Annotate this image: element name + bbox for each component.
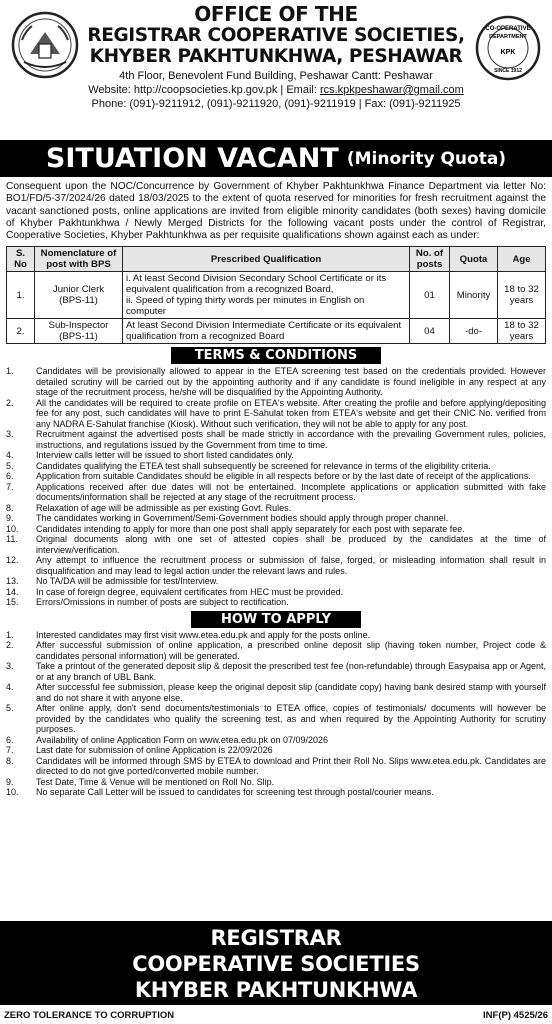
list-item [6,450,546,461]
item-text: Candidates will be informed through SMS by ETEA to download and Print their Roll No. Slips www.etea.edu.pk. Candidates are directed to do not give ported/converted mobile number. [36,755,546,777]
item-number: 10. [6,523,19,534]
list-item [6,461,546,472]
col-quota: Quota [450,247,498,272]
item-text: Candidates intending to apply for more than one post shall apply separately for each post with separate fee. [36,523,465,534]
row-posts: 04 [410,319,450,344]
item-text: Relaxation of age will be admissible as per existing Govt. Rules. [36,502,292,513]
item-text: Candidates qualifying the ETEA test shall subsequently be screened for relevance in terms of the eligibility criteria. [36,460,491,471]
list-item [6,534,546,555]
post-name: Sub-Inspector [48,320,109,332]
footer-line3: KHYBER PAKHTUNKHWA [134,978,418,1002]
list-item [6,682,546,703]
item-text: After successful fee submission, please keep the original deposit slip (candidate copy) having bank desired stamp with yourself and do not share it with anyone else. [36,682,546,703]
item-text: After online apply, don't send documents/testimonials to ETEA office, copies of testimonials/ documents will however be provided by the candidates who qualify the screening test, as and when required by the Appointing Authority for scrutiny purposes. [36,703,546,735]
item-number: 5. [6,460,14,471]
col-posts: No. of posts [410,247,450,272]
list-item [6,513,546,524]
website-link[interactable]: Website: http://coopsocieties.kp.gov.pk [88,84,278,96]
post-bps: (BPS-11) [59,331,98,343]
list-item [6,703,546,735]
item-number: 10. [6,787,19,798]
item-text: Interested candidates may first visit www.etea.edu.pk and apply for the posts online. [36,629,371,640]
item-text: After successful submission of online application, a prescribed online deposit slip (having token number, Project code & candidates personal information) will be generated. [36,640,546,661]
item-number: 3. [6,429,14,440]
row-age: 18 to 32 years [498,319,546,344]
bottom-strip [0,1006,552,1024]
list-item [6,471,546,482]
item-number: 1. [6,629,14,640]
banner-sub-text: (Minority Quota) [346,148,507,169]
item-number: 9. [6,776,14,787]
footer-line2: COOPERATIVE SOCIETIES [132,952,420,976]
item-number: 3. [6,661,14,672]
list-item [6,524,546,535]
col-post: Nomenclature of post with BPS [35,247,123,272]
list-item [6,587,546,598]
item-number: 13. [6,576,19,587]
qualification-line: i. At least Second Division Secondary School Certificate or its equivalent qualification from a recognized Board, [126,273,387,296]
item-number: 9. [6,513,14,524]
list-item [6,429,546,450]
list-item [6,745,546,756]
apply-list [6,630,546,798]
email-label: | Email: [280,84,317,96]
item-number: 14. [6,586,19,597]
list-item [6,555,546,576]
post-bps: (BPS-11) [59,295,98,307]
row-post [35,319,123,344]
seal-text-1: CO-OPERATIVE [485,26,531,32]
item-text: In case of foreign degree, equivalent certificates from HEC must be provided. [36,586,344,597]
cooperative-department-seal-icon [474,14,542,82]
item-number: 5. [6,703,14,714]
col-age: Age [498,247,546,272]
list-item [6,503,546,514]
item-text: Applications received after due dates will not be entertained. Incomplete applications or application submitted with fake documents/information shall be rejected at any stage of the recruitment process. [36,481,546,503]
email-link[interactable]: rcs.kpkpeshawar@gmail.com [319,84,464,96]
intro-paragraph: Consequent upon the NOC/Concurrence by Government of Khyber Pakhtunkhwa Finance Department via letter No: BO1/FD/5-37/2024/26 dated 18/03/2025 to the extent of quota reserved for minorities for fresh recruitment against the vacant sanctioned posts, online applications are invited from eligible minority candidates (both sexes) having domicile of Khyber Pakhtunkhwa / Newly Merged Districts for the following vacant posts under the control of Registrar, Cooperative Societies, Khyber Pakhtunkhwa as per requisite qualifications shown against each as under: [6,181,546,242]
inf-reference: INF(P) 4525/26 [483,1009,548,1021]
table-header-row [7,247,546,272]
item-number: 2. [6,397,14,408]
contact-info [6,69,546,111]
item-number: 8. [6,755,14,766]
row-sno: 1. [7,272,35,319]
item-text: Candidates will be provisionally allowed to appear in the ETEA screening test based on the credentials provided. However detailed scrutiny will be carried out by the appointing authority and if any candidate is found ineligible in any respect at any stage of the recruitment process, he/she will be disqualified by the Appointing Authority. [36,366,546,398]
item-text: Availability of online Application Form on www.etea.edu.pk on 07/09/2026 [36,734,329,745]
phone-fax-row: Phone: (091)-9211912, (091)-9211920, (091)-9211919 | Fax: (091)-9211925 [91,98,461,110]
list-item [6,398,546,430]
row-qualification [123,319,410,344]
row-posts: 01 [410,272,450,319]
posts-table [6,246,546,344]
item-text: Recruitment against the advertised posts shall be made strictly in accordance with the prevailing Government rules, policies, instructions, and regulations issued by the Government from time to time. [36,429,546,450]
how-to-apply-heading: HOW TO APPLY [191,611,361,628]
row-post [35,272,123,319]
anti-corruption-slogan: ZERO TOLERANCE TO CORRUPTION [4,1009,175,1021]
item-number: 6. [6,471,14,482]
row-quota: Minority [450,272,498,319]
qualification-line: At least Second Division Intermediate Certificate or its equivalent qualification from a recognized Board [126,320,402,343]
post-name: Junior Clerk [52,284,105,296]
seal-text-3: KPK [500,49,516,56]
list-item [6,735,546,746]
list-item [6,787,546,798]
terms-list [6,366,546,608]
item-number: 4. [6,682,14,693]
web-email-row [6,83,546,97]
item-text: No TA/DA will be admissible for test/Interview. [36,576,219,587]
qualification-line: ii. Speed of typing thirty words per minutes in English on computer [126,295,365,318]
table-row [7,319,546,344]
item-text: No separate Call Letter will be issued to candidates for screening test through postal/courier means. [36,787,434,798]
col-qualification: Prescribed Qualification [123,247,410,272]
list-item [6,777,546,788]
item-text: The candidates working in Government/Semi-Government bodies should apply through proper channel. [36,513,449,524]
list-item [6,366,546,398]
footer-line1: REGISTRAR [210,926,342,950]
row-age: 18 to 32 years [498,272,546,319]
row-qualification [123,272,410,319]
col-sno: S. No [7,247,35,272]
terms-heading: TERMS & CONDITIONS [171,347,381,364]
list-item [6,661,546,682]
list-item [6,640,546,661]
kp-government-emblem-icon [10,10,80,80]
header [6,4,546,136]
office-title [6,4,546,67]
item-number: 15. [6,597,19,608]
item-number: 7. [6,481,14,492]
item-number: 6. [6,734,14,745]
item-number: 4. [6,450,14,461]
item-number: 8. [6,502,14,513]
seal-text-2: DEPARTMENT [489,34,527,40]
row-quota: -do- [450,319,498,344]
item-text: Interview calls letter will be issued to short listed candidates only. [36,450,294,461]
office-title-line2: REGISTRAR COOPERATIVE SOCIETIES, [87,25,465,46]
item-text: Original documents along with one set of attested copies shall be produced by the candidates at the time of interview/verification. [36,534,546,555]
banner-main-text: SITUATION VACANT [45,143,339,174]
item-text: Errors/Omissions in number of posts are subject to rectification. [36,597,289,608]
item-number: 12. [6,555,19,566]
item-number: 2. [6,640,14,651]
row-sno: 2. [7,319,35,344]
list-item [6,576,546,587]
item-number: 7. [6,745,14,756]
list-item [6,756,546,777]
list-item [6,630,546,641]
item-text: Application from suitable Candidates should be eligible in all respects before or by the last date of receipt of the applications. [36,471,531,482]
list-item [6,597,546,608]
situation-vacant-banner [0,140,552,177]
item-text: Any attempt to influence the recruitment process or submission of false, forged, or misleading information shall result in disqualification and may lead to legal action under the relevant laws and rules. [36,555,546,576]
list-item [6,482,546,503]
table-row [7,272,546,319]
item-text: Last date for submission of online Application is 22/09/2026 [36,745,273,756]
footer-signature-block [0,921,552,1005]
item-number: 11. [6,534,18,545]
item-number: 1. [6,366,14,377]
office-address: 4th Floor, Benevolent Fund Building, Peshawar Cantt: Peshawar [119,70,433,82]
item-text: Test Date, Time & Venue will be mentioned on Roll No. Slip. [36,776,275,787]
item-text: Take a printout of the generated deposit slip & deposit the prescribed test fee (non-refundable) through Easypaisa app or Agent, or at any branch of UBL Bank. [36,661,546,682]
item-text: All the candidates will be required to create profile on ETEA's website. After creating the profile and before applying/depositing fee for any post, such candidates will have to print E-Sahulat token from ETEA's website and get their CNIC No. verified from any NADRA E-Sahulat franchise (Kiosk). Without such verification, they will not be able to apply for any post. [36,397,546,429]
office-title-line3: KHYBER PAKHTUNKHWA, PESHAWAR [89,46,463,67]
office-title-line1: OFFICE OF THE [194,2,358,26]
seal-text-4: SINCE 1912 [494,68,522,74]
